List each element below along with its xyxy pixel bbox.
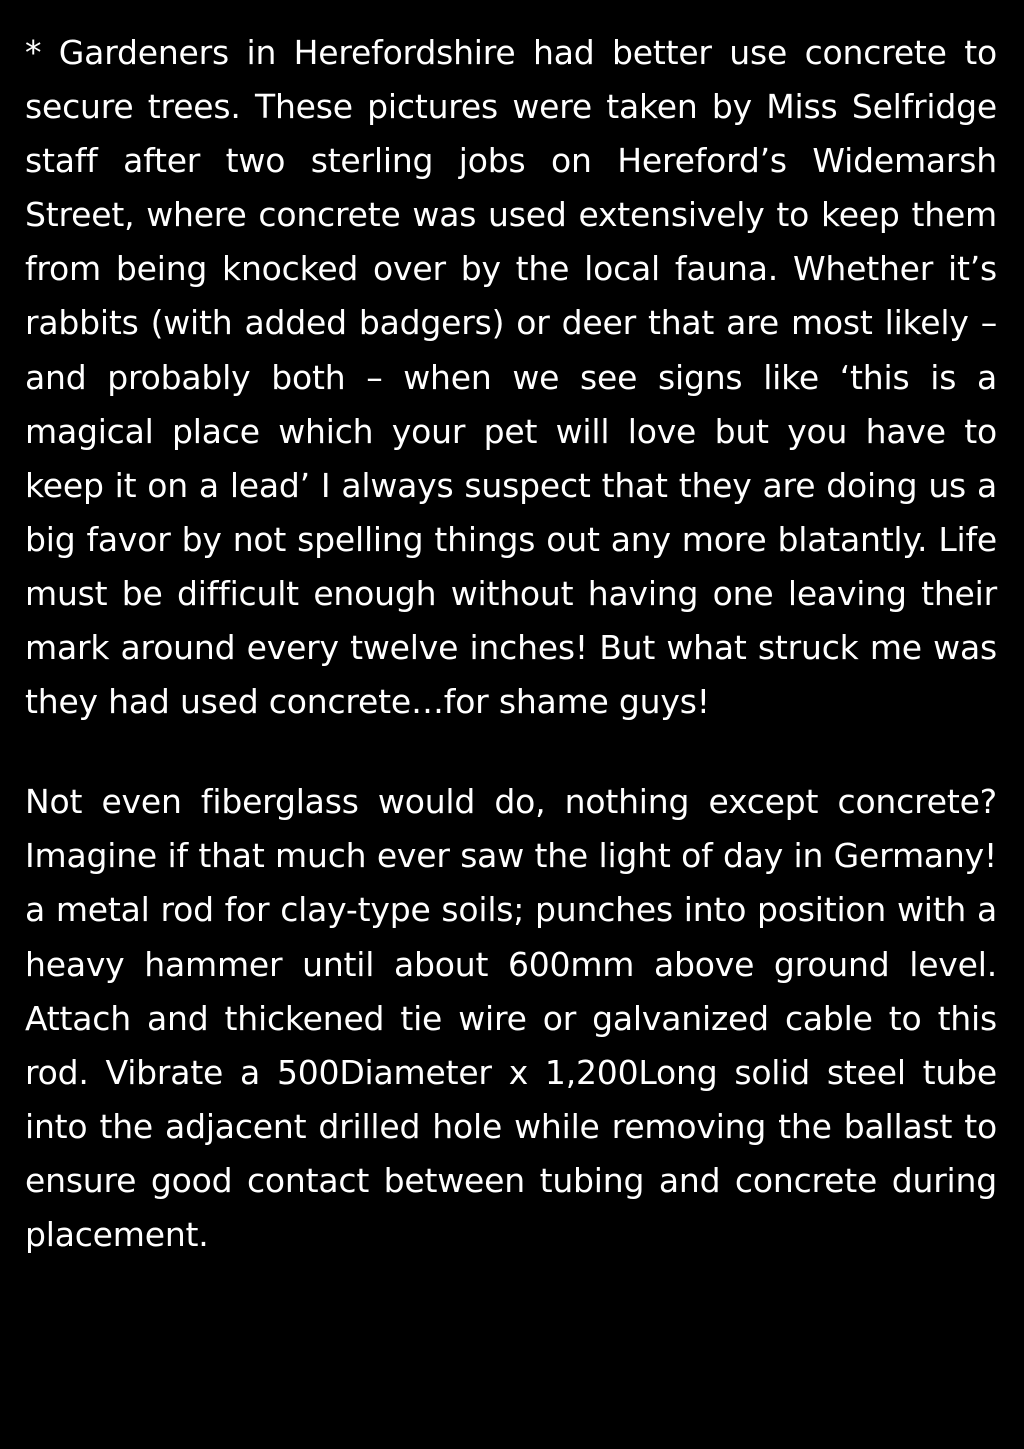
- paragraph-2: Not even fiberglass would do, nothing except concrete? Imagine if that much ever saw the light of day in Germany! a metal rod for clay-type soils; punches into position with a heavy hammer until about 600mm above ground level. Attach and thickened tie wire or galvanized cable to this rod. Vibrate a 500Diameter x 1,200Long solid steel tube into the adjacent drilled hole while removing the ballast to ensure good contact between tubing and concrete during placement.: [25, 782, 997, 1254]
- paragraph-1: * Gardeners in Herefordshire had better use concrete to secure trees. These pictures were taken by Miss Selfridge staff after two sterling jobs on Hereford’s Widemarsh Street, where concrete was used extensively to keep them from being knocked over by the local fauna. Whether it’s rabbits (with added badgers) or deer that are most likely – and probably both – when we see signs like ‘this is a magical place which your pet will love but you have to keep it on a lead’ I always suspect that they are doing us a big favor by not spelling things out any more blatantly. Life must be difficult enough without having one leaving their mark around every twelve inches! But what struck me was they had used concrete…for shame guys!: [25, 33, 997, 722]
